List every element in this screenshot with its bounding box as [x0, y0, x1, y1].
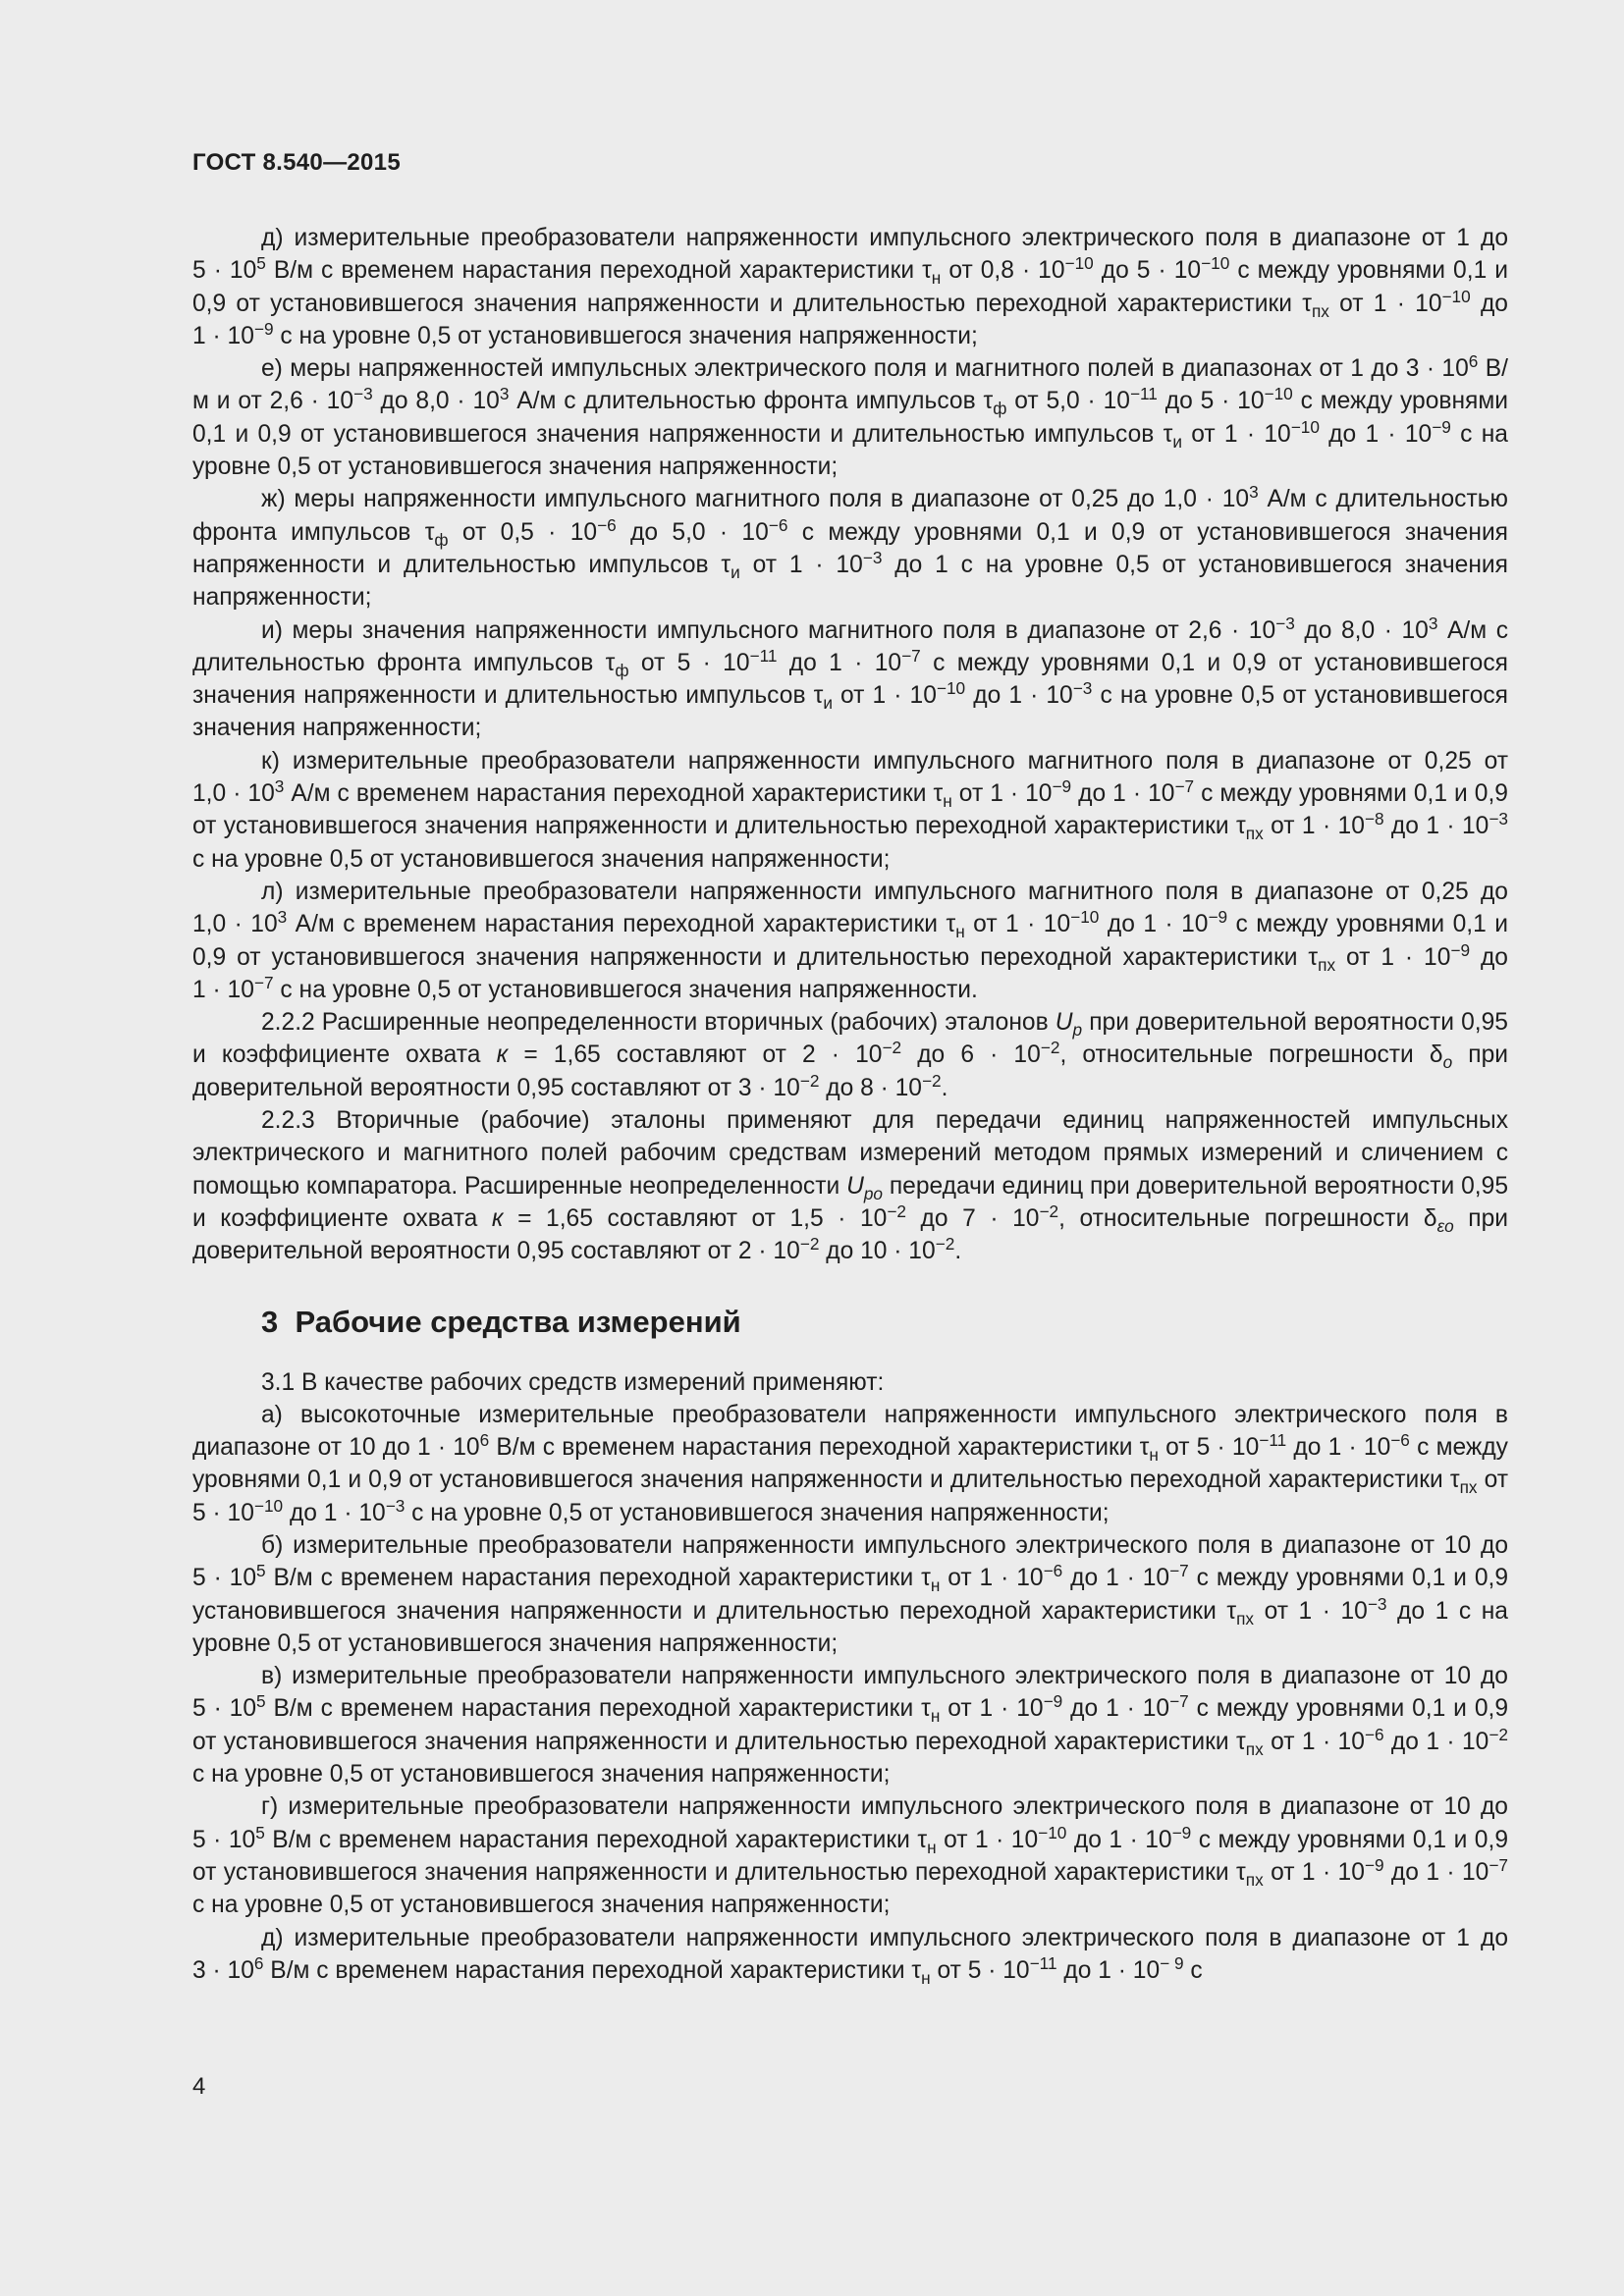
paragraph-item-d: д) измерительные преобразователи напряженности импульсного электрического поля в диапазоне от 1 до $5 \cdot 10^5$ В/м с временем нарастания переходной характеристики $\tau_н$ от $0,8 \cdot 10^{-10}$ до $5 \cdot 10^{-10}$ с между уровнями 0,1 и 0,9 от установившегося значения напряженности и длительностью переходной характеристики $\tau_{пх}$ от $1 \cdot 10^{-10}$ до $1 \cdot 10^{-9}$ с на уровне 0,5 от установившегося значения напряженности;	[192, 225, 1509, 349]
paragraph-item-g: г) измерительные преобразователи напряженности импульсного электрического поля в диапазоне от 10 до $5 \cdot 10^5$ В/м с временем нарастания переходной характеристики $\tau_н$ от $1 \cdot 10^{-10}$ до $1 \cdot 10^{-9}$ с между уровнями 0,1 и 0,9 от установившегося значения напряженности и длительностью переходной характеристики $\tau_{пх}$ от $1 \cdot 10^{-9}$ до $1 \cdot 10^{-7}$ с на уровне 0,5 от установившегося значения напряженности;	[192, 1793, 1508, 1919]
paragraph-item-e: е) меры напряженностей импульсных электрического поля и магнитного полей в диапазонах от 1 до $3 \cdot 10^6$ В/м и от $2,6 \cdot 10^{-3}$ до $8,0 \cdot 10^3$ А/м с длительностью фронта импульсов $\tau_ф$ от $5,0 \cdot 10^{-11}$ до $5 \cdot 10^{-10}$ с между уровнями 0,1 и 0,9 от установившегося значения напряженности и длительностью импульсов $\tau_и$ от $1 \cdot 10^{-10}$ до $1 \cdot 10^{-9}$ с на уровне 0,5 от установившегося значения напряженности;	[192, 351, 1508, 481]
paragraph-item-d2: д) измерительные преобразователи напряженности импульсного электрического поля в диапазоне от 1 до $3 \cdot 10^6$ В/м с временем нарастания переходной характеристики $\tau_н$ от $5 \cdot 10^{-11}$ до $1 \cdot 10^{- 9}$ с	[192, 1924, 1508, 1988]
paragraph-item-zh: ж) меры напряженности импульсного магнитного поля в диапазоне от 0,25 до $1,0 \cdot 10^3$ А/м с длительностью фронта импульсов $\tau_ф$ от $0,5 \cdot 10^{-6}$ до $5,0 \cdot 10^{-6}$ с между уровнями 0,1 и 0,9 от установившегося значения напряженности и длительностью импульсов $\tau_и$ от $1 \cdot 10^{-3}$ до 1 с на уровне 0,5 от установившегося значения напряженности;	[192, 482, 1508, 612]
paragraph-item-b: б) измерительные преобразователи напряженности импульсного электрического поля в диапазоне от 10 до $5 \cdot 10^5$ В/м с временем нарастания переходной характеристики $\tau_н$ от $1 \cdot 10^{-6}$ до $1 \cdot 10^{-7}$ с между уровнями 0,1 и 0,9 установившегося значения напряженности и длительностью переходной характеристики $\tau_{пх}$ от $1 \cdot 10^{-3}$ до 1 с на уровне 0,5 от установившегося значения напряженности;	[192, 1531, 1509, 1657]
section-title: 3 Рабочие средства измерений	[261, 1304, 741, 1339]
document-body	[192, 222, 1508, 1987]
paragraph-2-2-3: 2.2.3 Вторичные (рабочие) эталоны применяют для передачи единиц напряженностей импульсных электрического и магнитного полей рабочим средствам измерений методом прямых измерений и сличением с помощью компаратора. Расширенные неопределенности $U_{ро}$ передачи единиц при доверительной вероятности 0,95 и коэффициенте охвата к = 1,65 составляют от $1,5 \cdot 10^{-2}$ до $7 \cdot 10^{-2}$, относительные погрешности $\delta_{\varepsilon о}$ при доверительной вероятности 0,95 составляют от $2 \cdot 10^{-2}$ до $10 \cdot 10^{-2}$.	[192, 1107, 1509, 1265]
document-header: ГОСТ 8.540—2015	[192, 149, 401, 176]
paragraph-item-a: а) высокоточные измерительные преобразователи напряженности импульсного электрического поля в диапазоне от 10 до $1 \cdot 10^6$ В/м с временем нарастания переходной характеристики $\tau_н$ от $5 \cdot 10^{-11}$ до $1 \cdot 10^{-6}$ с между уровнями 0,1 и 0,9 от установившегося значения напряженности и длительностью переходной характеристики $\tau_{пх}$ от $5 \cdot 10^{-10}$ до $1 \cdot 10^{-3}$ с на уровне 0,5 от установившегося значения напряженности;	[192, 1401, 1508, 1526]
paragraph-item-v: в) измерительные преобразователи напряженности импульсного электрического поля в диапазоне от 10 до $5 \cdot 10^5$ В/м с временем нарастания переходной характеристики $\tau_н$ от $1 \cdot 10^{-9}$ до $1 \cdot 10^{-7}$ с между уровнями 0,1 и 0,9 от установившегося значения напряженности и длительностью переходной характеристики $\tau_{пх}$ от $1 \cdot 10^{-6}$ до $1 \cdot 10^{-2}$ с на уровне 0,5 от установившегося значения напряженности;	[192, 1663, 1509, 1789]
paragraph-3-1: 3.1 В качестве рабочих средств измерений применяют:	[261, 1368, 885, 1396]
paragraph-item-l: л) измерительные преобразователи напряженности импульсного магнитного поля в диапазоне от 0,25 до $1,0 \cdot 10^3$ А/м с временем нарастания переходной характеристики $\tau_н$ от $1 \cdot 10^{-10}$ до $1 \cdot 10^{-9}$ с между уровнями 0,1 и 0,9 от установившегося значения напряженности и длительностью переходной характеристики $\tau_{пх}$ от $1 \cdot 10^{-9}$ до $1 \cdot 10^{-7}$ с на уровне 0,5 от установившегося значения напряженности.	[192, 878, 1508, 1003]
paragraph-item-k: к) измерительные преобразователи напряженности импульсного магнитного поля в диапазоне от 0,25 от $1,0 \cdot 10^3$ А/м с временем нарастания переходной характеристики $\tau_н$ от $1 \cdot 10^{-9}$ до $1 \cdot 10^{-7}$ с между уровнями 0,1 и 0,9 от установившегося значения напряженности и длительностью переходной характеристики $\tau_{пх}$ от $1 \cdot 10^{-8}$ до $1 \cdot 10^{-3}$ с на уровне 0,5 от установившегося значения напряженности;	[192, 747, 1508, 873]
paragraph-item-i: и) меры значения напряженности импульсного магнитного поля в диапазоне от $2,6 \cdot 10^{-3}$ до $8,0 \cdot 10^3$ А/м с длительностью фронта импульсов $\tau_ф$ от $5 \cdot 10^{-11}$ до $1 \cdot 10^{-7}$ с между уровнями 0,1 и 0,9 от установившегося значения напряженности и длительностью импульсов $\tau_и$ от $1 \cdot 10^{-10}$ до $1 \cdot 10^{-3}$ с на уровне 0,5 от установившегося значения напряженности;	[192, 613, 1508, 742]
page-number: 4	[192, 2073, 206, 2100]
paragraph-2-2-2: 2.2.2 Расширенные неопределенности вторичных (рабочих) эталонов $U_р$ при доверительной вероятности 0,95 и коэффициенте охвата к = 1,65 составляют от $2 \cdot 10^{-2}$ до $6 \cdot 10^{-2}$, относительные погрешности $\delta_о$ при доверительной вероятности 0,95 составляют от $3 \cdot 10^{-2}$ до $8 \cdot 10^{-2}$.	[192, 1009, 1508, 1101]
